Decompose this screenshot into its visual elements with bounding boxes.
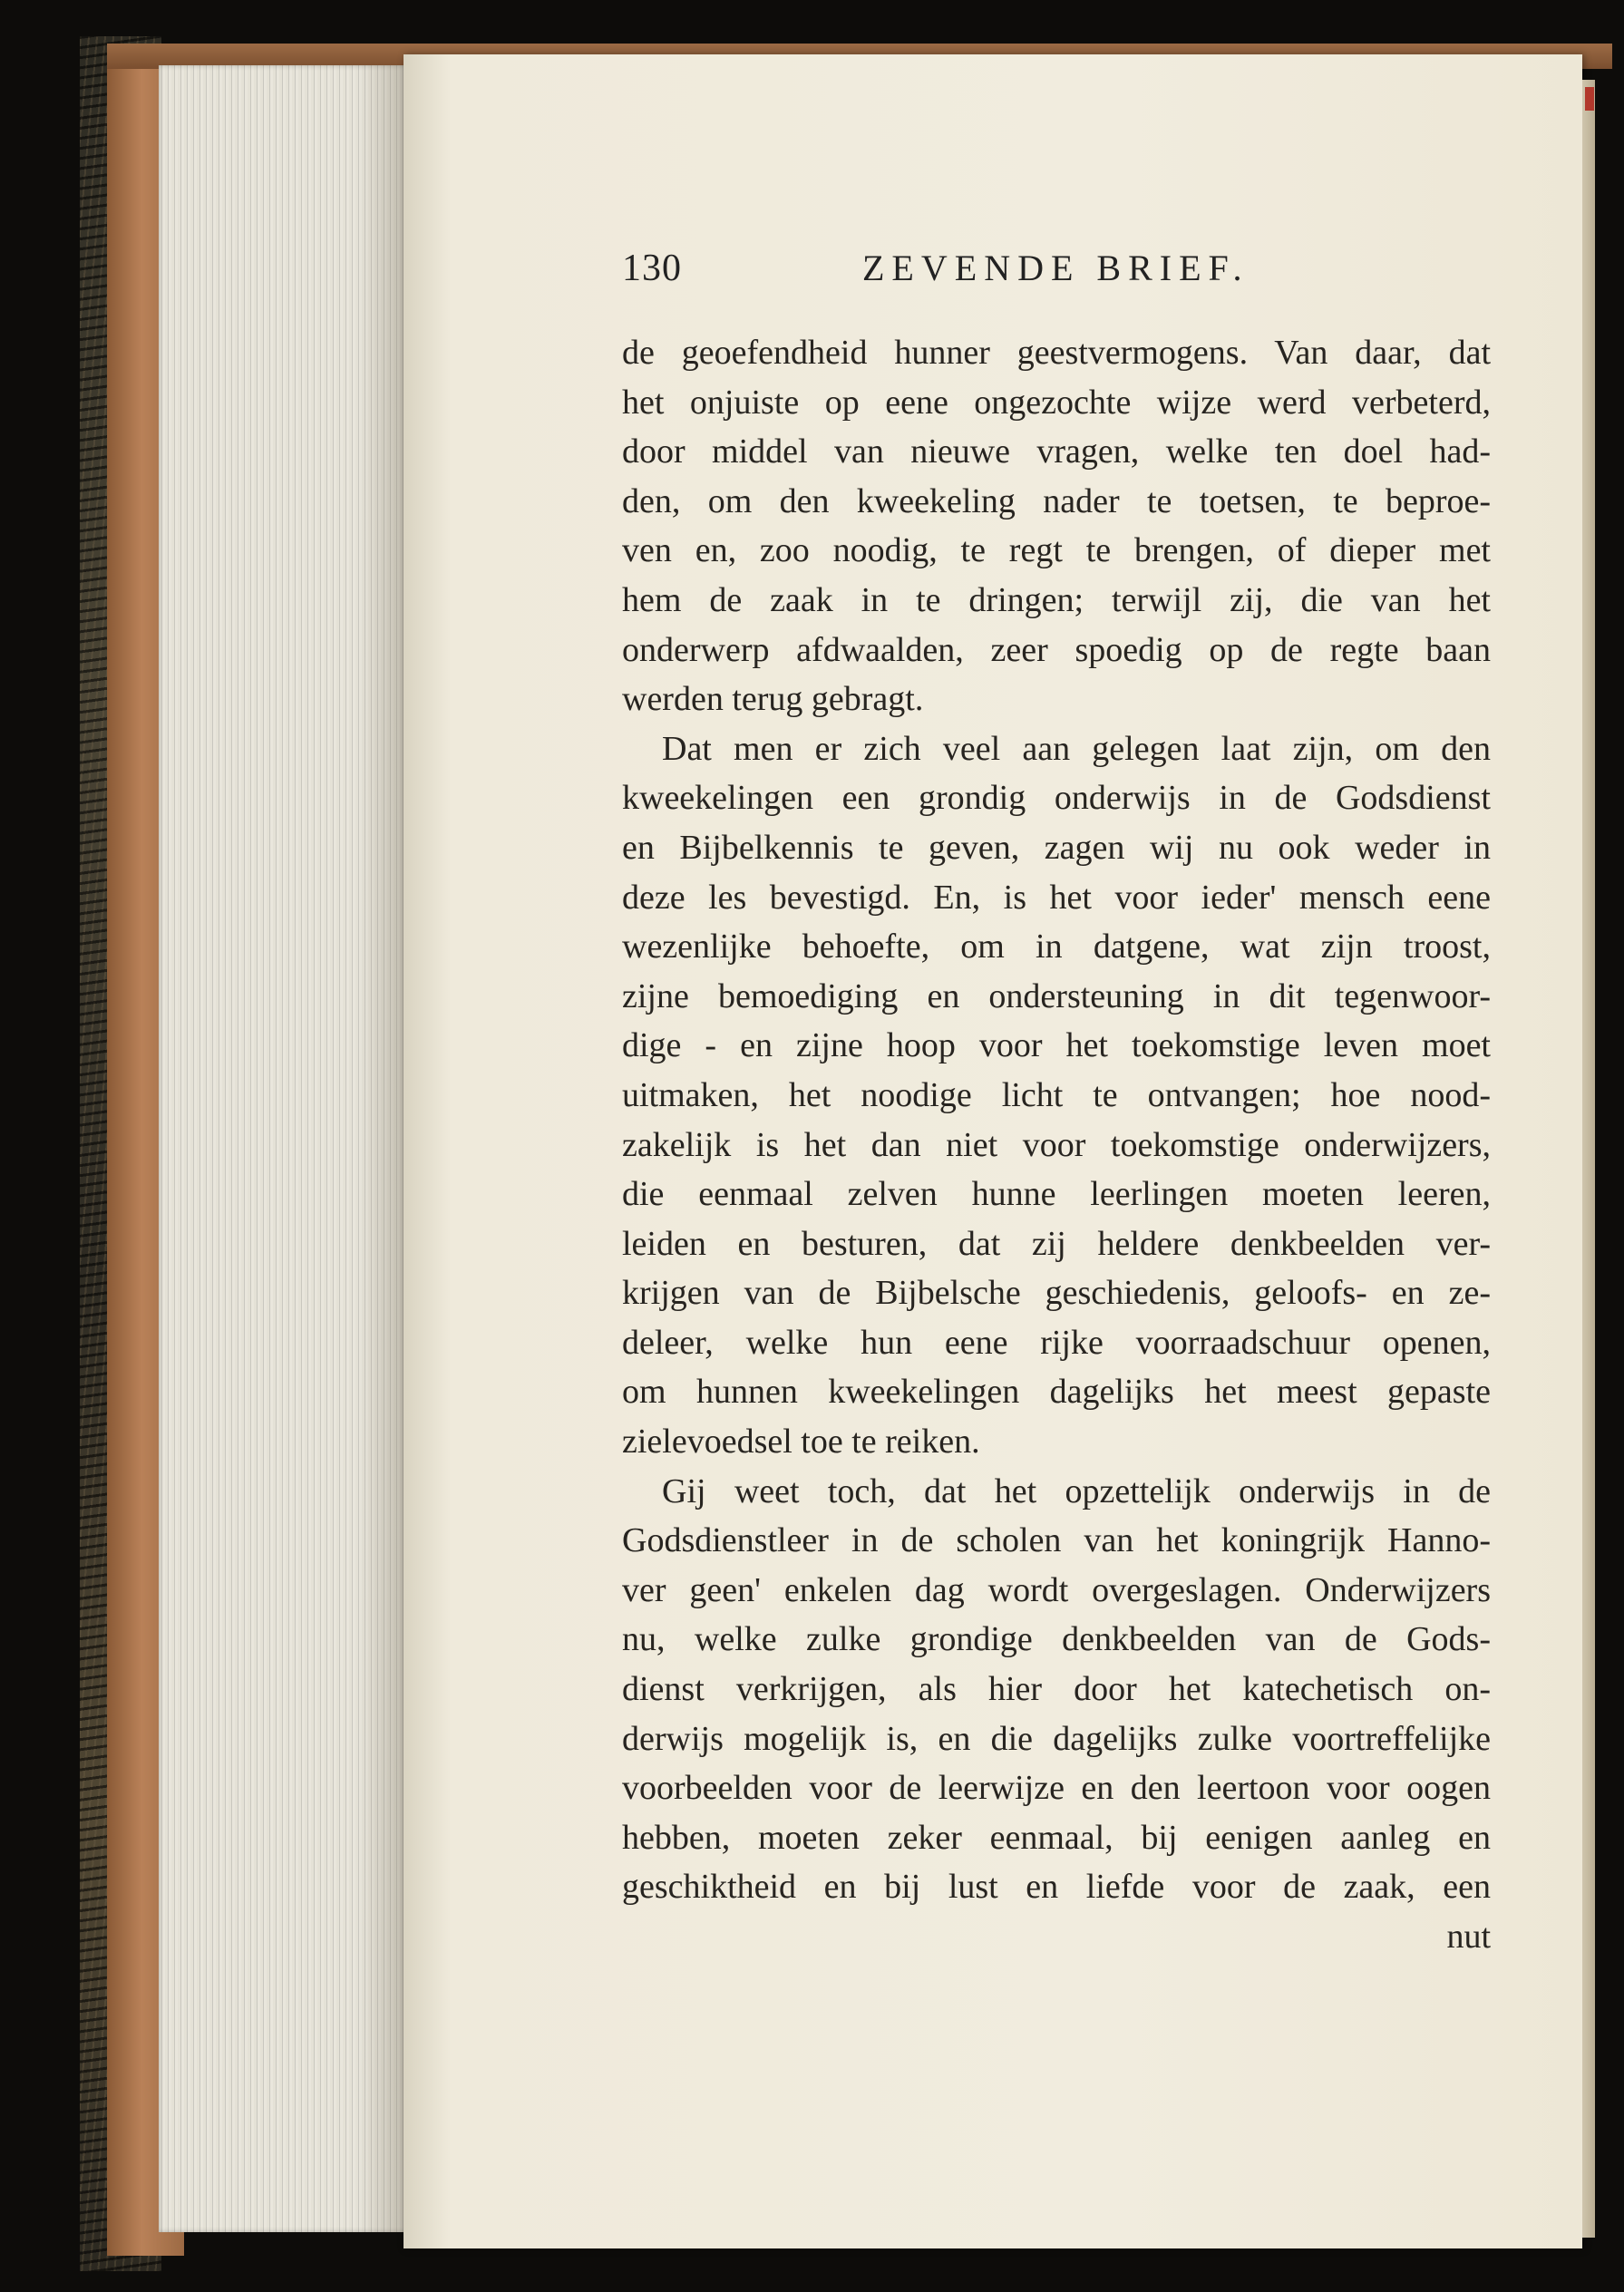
text-line: dienst verkrijgen, als hier door het katechetisch on-	[622, 1670, 1491, 1709]
text-line: ven en, zoo noodig, te regt te brengen, of dieper met	[622, 531, 1491, 570]
text-line: Godsdienstleer in de scholen van het koningrijk Hanno-	[622, 1521, 1491, 1560]
text-line: het onjuiste op eene ongezochte wijze werd verbeterd,	[622, 383, 1491, 422]
text-line: werden terug gebragt.	[622, 680, 924, 719]
text-line: zijne bemoediging en ondersteuning in dit tegenwoor-	[622, 976, 1491, 1015]
page-gutter-shadow	[358, 65, 408, 2232]
page-right-edge	[1582, 80, 1595, 2238]
body-text	[622, 328, 1491, 1962]
catchword: nut	[1446, 1918, 1491, 1956]
text-line: nu, welke zulke grondige denkbeelden van de Gods-	[622, 1620, 1491, 1659]
text-line: derwijs mogelijk is, en die dagelijks zulke voortreffelijke	[622, 1719, 1491, 1758]
page-number: 130	[622, 248, 682, 289]
text-line: voorbeelden voor de leerwijze en den leertoon voor oogen	[622, 1769, 1491, 1808]
text-line: zakelijk is het dan niet voor toekomstige onderwijzers,	[622, 1125, 1491, 1164]
text-line: deze les bevestigd. En, is het voor ieder' mensch eene	[622, 878, 1491, 917]
chapter-title: ZEVENDE BRIEF.	[862, 248, 1250, 288]
text-line: Gij weet toch, dat het opzettelijk onderwijs in de	[662, 1471, 1491, 1510]
red-ribbon-mark	[1585, 87, 1594, 111]
text-line: wezenlijke behoefte, om in datgene, wat zijn troost,	[622, 927, 1491, 966]
text-line: dige - en zijne hoop voor het toekomstige leven moet	[622, 1026, 1491, 1065]
text-line: deleer, welke hun eene rijke voorraadschuur openen,	[622, 1323, 1491, 1362]
running-head	[622, 247, 1366, 301]
text-line: Dat men er zich veel aan gelegen laat zijn, om den	[662, 729, 1491, 768]
text-line: leiden en besturen, dat zij heldere denkbeelden ver-	[622, 1224, 1491, 1263]
text-line: hem de zaak in te dringen; terwijl zij, die van het	[622, 580, 1491, 619]
text-line: den, om den kweekeling nader te toetsen, te beproe-	[622, 481, 1491, 520]
text-line: die eenmaal zelven hunne leerlingen moeten leeren,	[622, 1175, 1491, 1214]
text-line: kweekelingen een grondig onderwijs in de Godsdienst	[622, 779, 1491, 818]
text-line: ver geen' enkelen dag wordt overgeslagen. Onderwijzers	[622, 1570, 1491, 1609]
text-line: om hunnen kweekelingen dagelijks het meest gepaste	[622, 1373, 1491, 1412]
text-line: zielevoedsel toe te reiken.	[622, 1423, 980, 1462]
text-line: krijgen van de Bijbelsche geschiedenis, geloofs- en ze-	[622, 1274, 1491, 1313]
text-line: uitmaken, het noodige licht te ontvangen; hoe nood-	[622, 1075, 1491, 1114]
text-line: door middel van nieuwe vragen, welke ten doel had-	[622, 432, 1491, 471]
text-line: geschiktheid en bij lust en liefde voor de zaak, een	[622, 1868, 1491, 1907]
text-line: en Bijbelkennis te geven, zagen wij nu ook weder in	[622, 828, 1491, 867]
text-line: de geoefendheid hunner geestvermogens. Van daar, dat	[622, 334, 1491, 372]
text-line: onderwerp afdwaalden, zeer spoedig op de regte baan	[622, 630, 1491, 669]
text-line: hebben, moeten zeker eenmaal, bij eenigen aanleg en	[622, 1818, 1491, 1857]
